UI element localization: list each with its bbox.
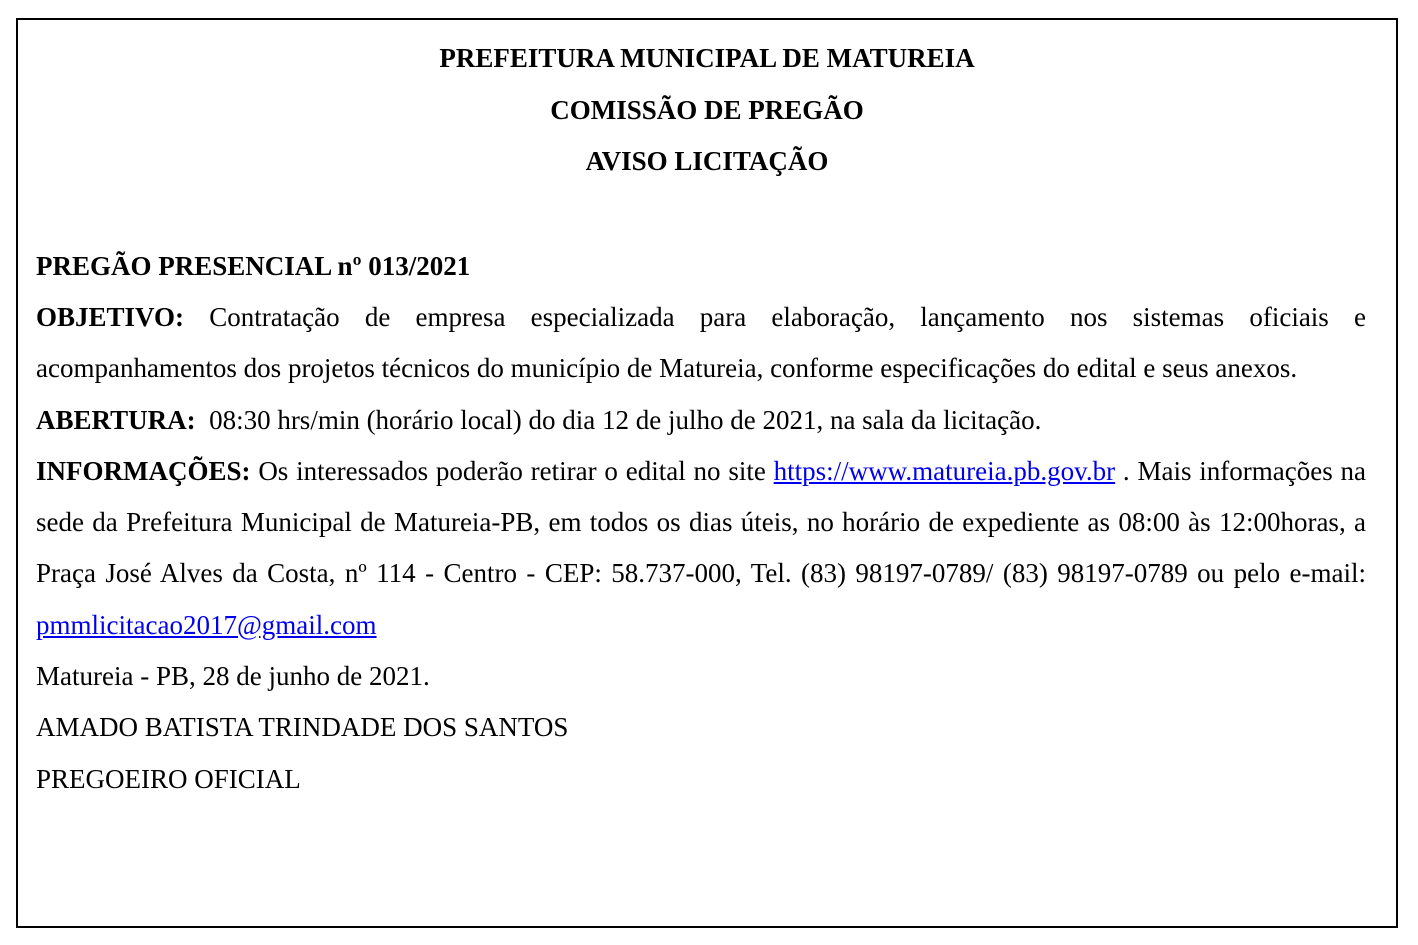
place-date: Matureia - PB, 28 de junho de 2021.: [36, 661, 430, 692]
pregao-title: PREGÃO PRESENCIAL nº 013/2021: [36, 251, 471, 281]
objetivo-paragraph: [36, 292, 1366, 395]
signer-name: AMADO BATISTA TRINDADE DOS SANTOS: [36, 712, 569, 743]
commission-title: COMISSÃO DE PREGÃO: [550, 95, 864, 125]
municipality-title: PREFEITURA MUNICIPAL DE MATUREIA: [439, 43, 975, 73]
email-link[interactable]: pmmlicitacao2017@gmail.com: [36, 609, 377, 640]
abertura-label: ABERTURA:: [36, 404, 196, 435]
informacoes-paragraph: [36, 446, 1366, 651]
notice-frame: [16, 18, 1398, 928]
informacoes-text-before-link: Os interessados poderão retirar o edital no site: [258, 455, 766, 486]
objetivo-text: Contratação de empresa especializada para elaboração, lançamento nos sistemas oficiais e acompanhamentos dos projetos técnicos do município de Matureia, conforme especificações do edital e seus anexos.: [36, 302, 1366, 384]
signer-role: PREGOEIRO OFICIAL: [36, 763, 301, 794]
notice-type-title: AVISO LICITAÇÃO: [585, 146, 829, 176]
notice-body: [36, 292, 1366, 805]
site-link[interactable]: https://www.matureia.pb.gov.br: [773, 455, 1116, 486]
objetivo-label: OBJETIVO:: [36, 302, 184, 332]
informacoes-text-after-link: . Mais informações na sede da Prefeitura Municipal de Matureia-PB, em todos os dias úteis, no horário de expediente as 08:00 às 12:00horas, a Praça José Alves da Costa, nº 114 - Centro - CEP: 58.737-000, Tel. (83) 98197-0789/ (83) 98197-0789 ou pelo e-mail:: [36, 455, 1367, 589]
abertura-text: 08:30 hrs/min (horário local) do dia 12 de julho de 2021, na sala da licitação.: [209, 404, 1042, 435]
informacoes-label: INFORMAÇÕES:: [36, 455, 251, 486]
abertura-paragraph: [36, 395, 1366, 446]
